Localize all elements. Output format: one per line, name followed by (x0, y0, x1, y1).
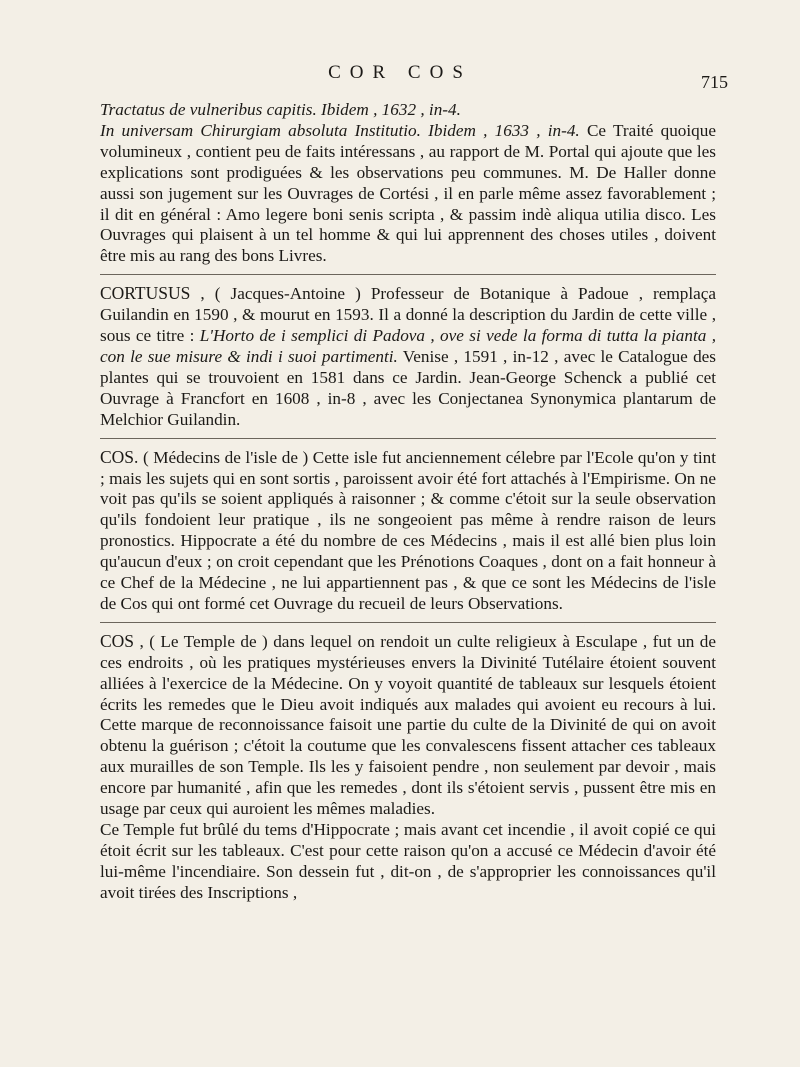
running-head: COR COS (328, 62, 472, 83)
divider (100, 438, 716, 439)
headword-cortusus: CORTUSUS (100, 283, 191, 304)
page-body (100, 100, 716, 904)
divider (100, 274, 716, 275)
divider (100, 622, 716, 623)
entry-cos-temple-continued: Ce Temple fut brûlé du tems d'Hippocrate ; mais avant cet incendie , il avoit copié ce qui étoit écrit sur les tableaux. C'est pour cette raison qu'on a accusé ce Médecin d'avoir été lui-même l'incendiaire. Son dessein fut , dit-on , de s'approprier les connoissances qu'il avoit tirées des Inscriptions , (100, 820, 716, 902)
headword-cos: COS. (100, 446, 139, 467)
reference-line-2: In universam Chirurgiam absoluta Institutio. Ibidem , 1633 , in-4. Ce Traité quoique volumineux , contient peu de faits intéressans , au rapport de M. Portal qui ajoute que les explications sont prodiguées & les observations peu communes. M. De Haller donne aussi son jugement sur les Ouvrages de Cortési , il en parle même assez favorablement ; il dit en général : Amo legere boni senis scripta , & passim indè aliqua utilia disco. Les Ouvrages qui plaisent à un tel homme & qui lui apprennent des choses utiles , doivent être mis au rang des bons Livres. (100, 120, 716, 266)
page-header (0, 60, 800, 90)
entry-cortusus: CORTUSUS , ( Jacques-Antoine ) Professeur de Botanique à Padoue , remplaça Guilandin en 1590 , & mourut en 1593. Il a donné la description du Jardin de cette ville , sous ce titre : L'Horto de i semplici di Padova , ove si vede la forma di tutta la pianta , con le sue misure & indi i suoi partimenti. Venise , 1591 , in-12 , avec le Catalogue des plantes qui se trouvoient en 1581 dans ce Jardin. Jean-George Schenck a publié cet Ouvrage à Francfort en 1608 , in-8 , avec les Conjectanea Synonymica plantarum de Melchior Guilandin. (100, 283, 717, 429)
headword-cos-temple: COS (100, 630, 135, 651)
page-number: 715 (701, 72, 728, 92)
entry-cos-temple: COS , ( Le Temple de ) dans lequel on rendoit un culte religieux à Esculape , fut un de ces endroits , où les pratiques mystérieuses envers la Divinité Tutélaire étoient souvent alliées à l'exercice de la Médecine. On y voyoit quantité de tableaux sur lesquels étoient écrits les remedes que le Dieu avoit indiqués aux malades qui avoient eu recours à lui. Cette marque de reconnoissance faisoit une partie du culte de la Divinité de qui on avoit obtenu la guérison ; c'étoit la coutume que les convalescens fissent attacher ces tableaux aux murailles de son Temple. Ils les y faisoient pendre , non seulement par devoir , mais encore par humanité , afin que les remedes , dont ils s'étoient servis , pussent être mis en usage par ceux qui auroient les mêmes maladies. (100, 630, 717, 819)
reference-line-1: Tractatus de vulneribus capitis. Ibidem , 1632 , in-4. (100, 100, 461, 119)
entry-cos-medecins: COS. ( Médecins de l'isle de ) Cette isle fut anciennement célebre par l'Ecole qu'on y tint ; mais les sujets qui en sont sortis , paroissent avoir été fort attachés à l'Empirisme. On ne voit pas qu'ils se soient appliqués à raisonner ; & comme c'étoit sur la seule observation qu'ils fondoient leur pratique , ils ne songeoient pas même à rendre raison de leurs pronostics. Hippocrate a été du nombre de ces Médecins , mais il est allé bien plus loin qu'aucun d'eux ; on croit cependant que les Prénotions Coaques , dont on a fait honneur à ce Chef de la Médecine , ne lui appartiennent pas , & que ce sont les Médecins de l'isle de Cos qui ont formé cet Ouvrage du recueil de leurs Observations. (100, 446, 717, 613)
